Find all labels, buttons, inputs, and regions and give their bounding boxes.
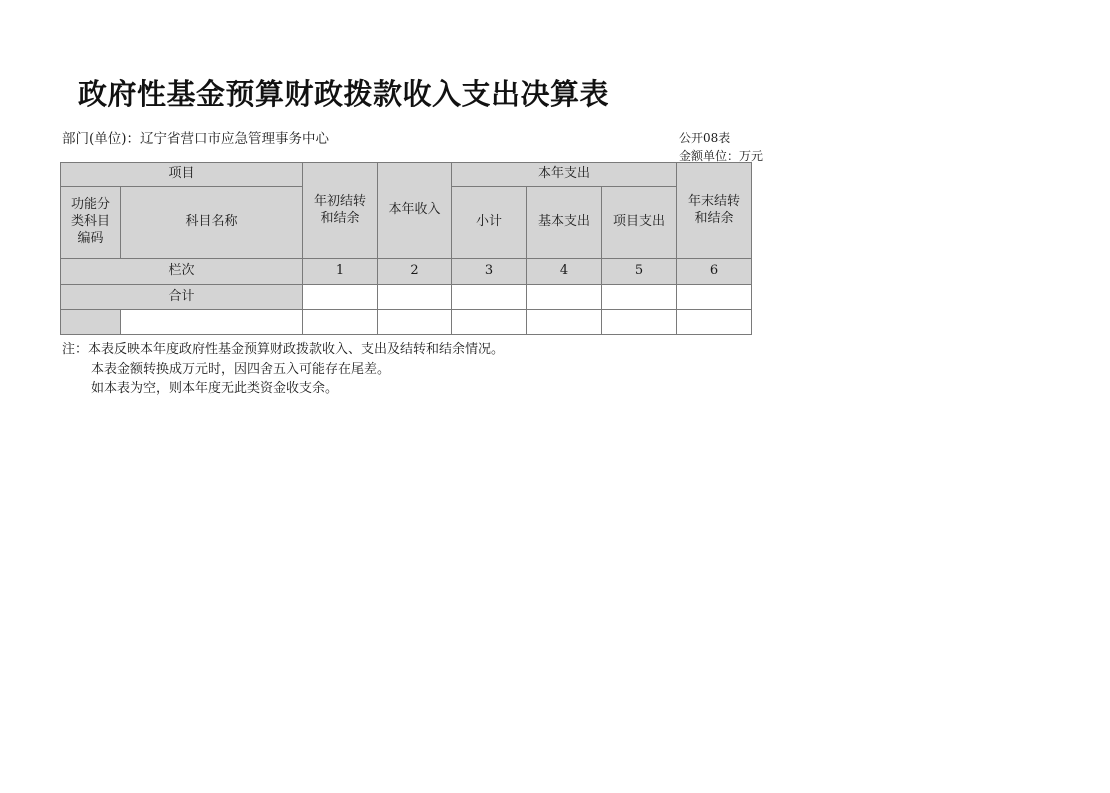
header-end-balance: [677, 163, 752, 259]
header-current-year-expense: 本年支出: [452, 163, 677, 187]
header-end-balance-line1: 年末结转: [687, 193, 740, 209]
header-basic-expense: 基本支出: [527, 187, 602, 259]
column-index-cell: 3: [452, 259, 527, 285]
notes: [62, 340, 504, 399]
table-cell: [677, 310, 752, 335]
note-line-3: 如本表为空，则本年度无此类资金收支余。: [91, 381, 339, 396]
column-index-cell: 2: [378, 259, 452, 285]
table-row-total: [61, 285, 752, 310]
header-project-expense: 项目支出: [602, 187, 677, 259]
table-cell: [378, 285, 452, 310]
budget-table: [60, 162, 752, 335]
department-label: 部门(单位)：辽宁省营口市应急管理事务中心: [62, 131, 330, 147]
column-index-cell: 4: [527, 259, 602, 285]
header-func-code-line2: 类科目: [70, 214, 110, 230]
table-cell: [602, 285, 677, 310]
table-cell: [677, 285, 752, 310]
header-item: 项目: [61, 163, 303, 187]
table-cell: [602, 310, 677, 335]
header-subtotal: 小计: [452, 187, 527, 259]
note-line-1: 注：本表反映本年度政府性基金预算财政拨款收入、支出及结转和结余情况。: [62, 342, 505, 357]
header-current-income: 本年收入: [378, 163, 452, 259]
table-cell: [527, 285, 602, 310]
amount-unit: 金额单位：万元: [679, 149, 764, 163]
note-line-2: 本表金额转换成万元时，因四舍五入可能存在尾差。: [91, 361, 391, 377]
table-cell: [303, 285, 378, 310]
table-cell: [303, 310, 378, 335]
table-row-column-index: [61, 259, 752, 285]
table-cell: [378, 310, 452, 335]
header-func-code: [61, 187, 121, 259]
form-number: 公开08表: [679, 131, 731, 145]
table-cell: [452, 310, 527, 335]
table-cell: [121, 310, 303, 335]
header-begin-balance-line2: 和结余: [320, 210, 360, 226]
header-func-code-line3: 编码: [77, 230, 104, 246]
page-title: 政府性基金预算财政拨款收入支出决算表: [78, 77, 610, 111]
header-begin-balance-line1: 年初结转: [313, 193, 366, 209]
column-index-cell: 6: [677, 259, 752, 285]
row-total-label: 合计: [61, 285, 303, 310]
table-cell: [527, 310, 602, 335]
table-cell: [61, 310, 121, 335]
header-begin-balance: [303, 163, 378, 259]
header-end-balance-line2: 和结余: [694, 210, 734, 226]
column-index-cell: 1: [303, 259, 378, 285]
table-cell: [452, 285, 527, 310]
row-column-index-label: 栏次: [61, 259, 303, 285]
table-row: [61, 310, 752, 335]
header-func-code-line1: 功能分: [70, 197, 110, 213]
header-subject-name: 科目名称: [121, 187, 303, 259]
column-index-cell: 5: [602, 259, 677, 285]
